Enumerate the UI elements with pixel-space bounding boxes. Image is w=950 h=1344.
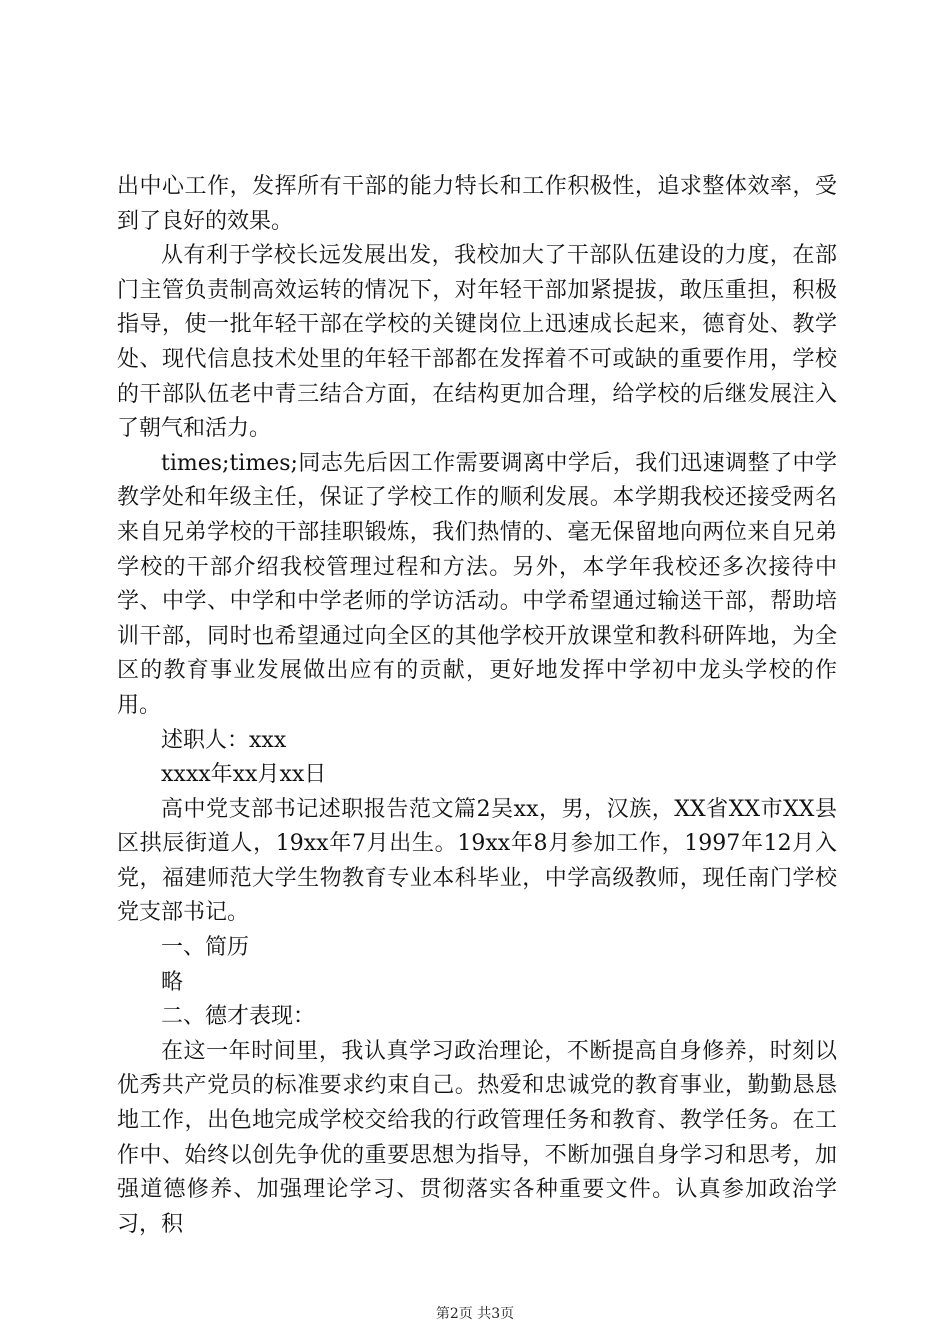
reporter-signature: 述职人：xxx	[161, 727, 287, 753]
heading-performance: 二、德才表现：	[161, 1004, 316, 1030]
paragraph-continuation: 出中心工作，发挥所有干部的能力特长和工作积极性，追求整体效率，受到了良好的效果。	[117, 174, 837, 234]
report-date: xxxx年xx月xx日	[161, 762, 327, 788]
resume-omitted: 略	[161, 969, 184, 995]
paragraph-cadre-development: 从有利于学校长远发展出发，我校加大了干部队伍建设的力度，在部门主管负责制高效运转的情况下，对年轻干部加紧提拔，敢压重担，积极指导，使一批年轻干部在学校的关键岗位上迅速成长起来，德育处、教学处、现代信息技术处里的年轻干部都在发挥着不可或缺的重要作用，学校的干部队伍老中青三结合方面，在结构更加合理，给学校的后继发展注入了朝气和活力。	[117, 243, 837, 442]
document-body	[117, 170, 837, 1242]
paragraph-report-2-intro: 高中党支部书记述职报告范文篇2吴xx，男，汉族，XX省XX市XX县区拱辰街道人，19xx年7月出生。19xx年8月参加工作，1997年12月入党，福建师范大学生物教育专业本科毕业，中学高级教师，现任南门学校党支部书记。	[117, 796, 837, 926]
heading-resume: 一、简历	[161, 935, 250, 961]
paragraph-cadre-exchange: times;times;同志先后因工作需要调离中学后，我们迅速调整了中学教学处和年级主任，保证了学校工作的顺利发展。本学期我校还接受两名来自兄弟学校的干部挂职锻炼，我们热情的、毫无保留地向两位来自兄弟学校的干部介绍我校管理过程和方法。另外，本学年我校还多次接待中学、中学、中学和中学老师的学访活动。中学希望通过输送干部，帮助培训干部，同时也希望通过向全区的其他学校开放课堂和教科研阵地，为全区的教育事业发展做出应有的贡献，更好地发挥中学初中龙头学校的作用。	[117, 450, 837, 718]
paragraph-performance: 在这一年时间里，我认真学习政治理论，不断提高自身修养，时刻以优秀共产党员的标准要求约束自己。热爱和忠诚党的教育事业，勤勤恳恳地工作，出色地完成学校交给我的行政管理任务和教育、教学任务。在工作中、始终以创先争优的重要思想为指导，不断加强自身学习和思考，加强道德修养、加强理论学习、贯彻落实各种重要文件。认真参加政治学习，积	[117, 1038, 837, 1237]
page-footer: 第2页 共3页	[435, 1306, 515, 1322]
